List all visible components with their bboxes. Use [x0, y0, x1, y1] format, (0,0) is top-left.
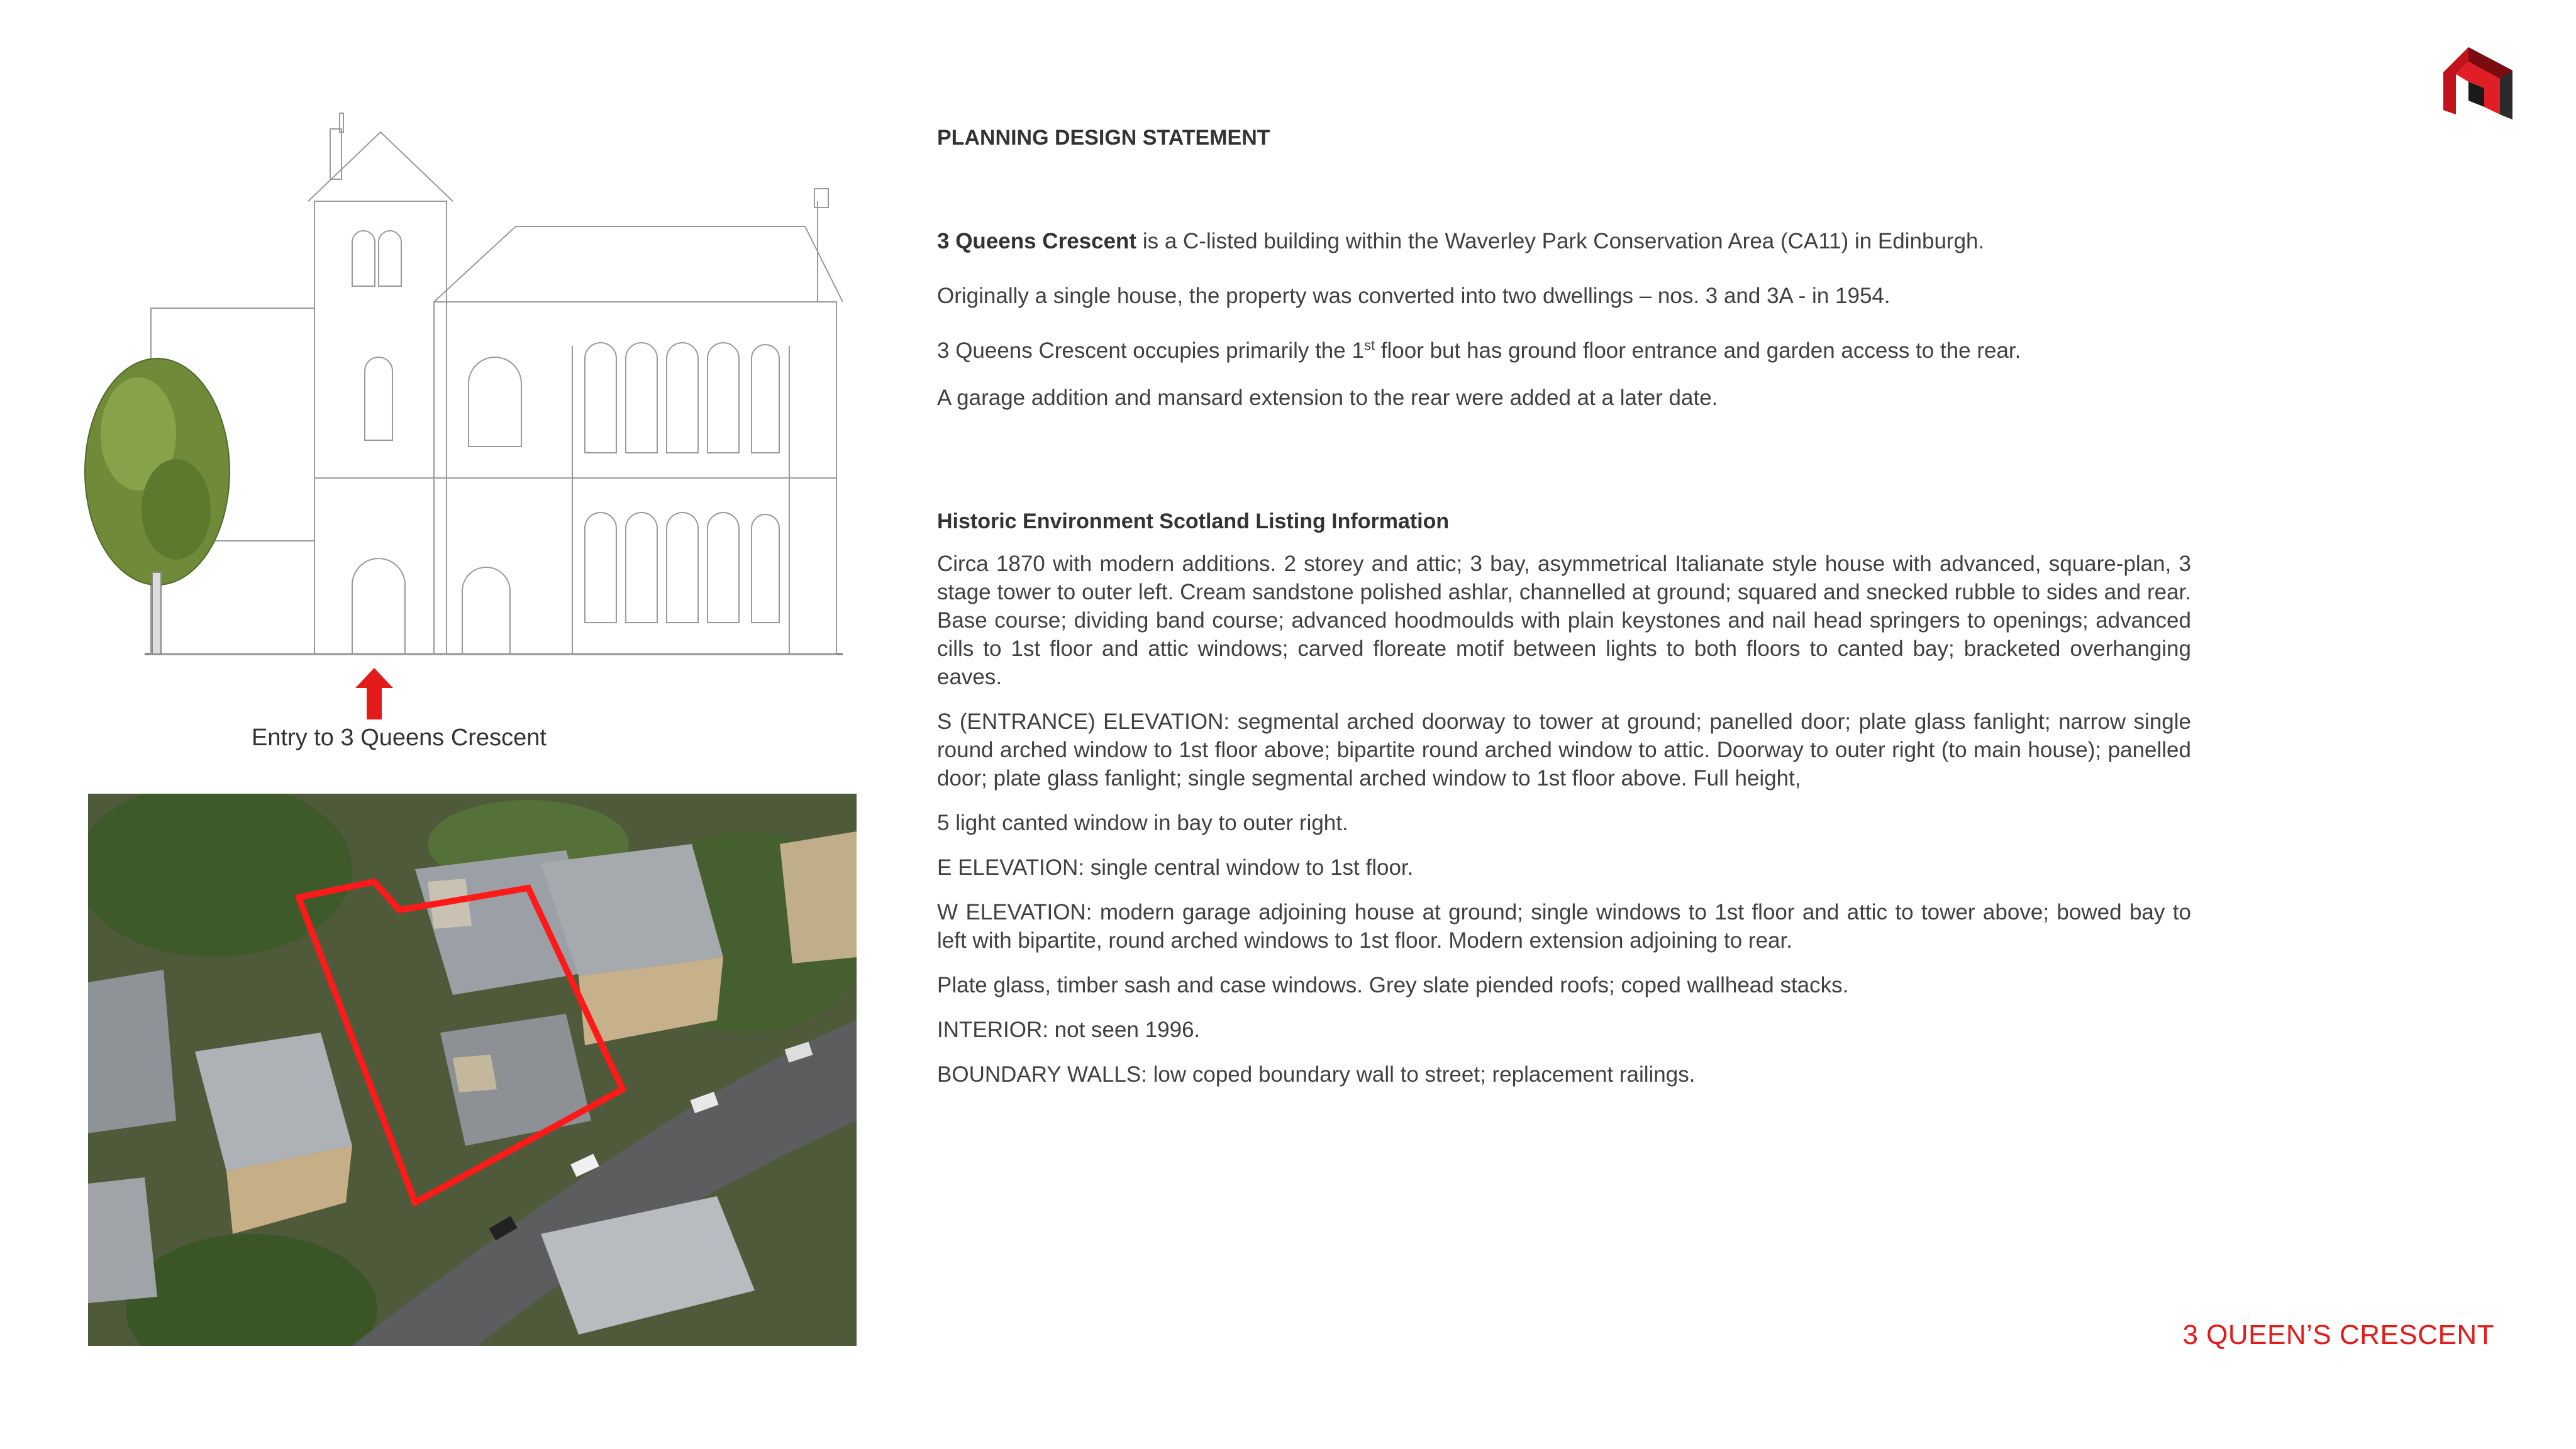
- listing-paragraph: E ELEVATION: single central window to 1st floor.: [937, 855, 1414, 880]
- footer-title: 3 QUEEN’S CRESCENT: [2182, 1319, 2494, 1350]
- aerial-site-photo: [88, 794, 857, 1346]
- listing-body: [937, 550, 2191, 1089]
- house-logo-icon: [2440, 44, 2519, 123]
- listing-heading: Historic Environment Scotland Listing Information: [937, 509, 1450, 533]
- building-elevation-drawing: [82, 107, 849, 660]
- listing-paragraph: Circa 1870 with modern additions. 2 storey and attic; 3 bay, asymmetrical Italianate style house with advanced, square-plan, 3 stage tower to outer left. Cream sandstone polished ashlar, channelled at ground; squared and snecked rubble to sides and rear. Base course; dividing band course; advanced hoodmoulds with plain keystones and nail head springers to openings; advanced cills to 1st floor and attic windows; carved floreate motif between lights to both floors to canted bay; bracketed overhanging eaves.: [937, 552, 2191, 689]
- statement-heading: PLANNING DESIGN STATEMENT: [937, 126, 1270, 150]
- intro-bold-name: 3 Queens Crescent: [937, 229, 1137, 253]
- listing-paragraph: BOUNDARY WALLS: low coped boundary wall to street; replacement railings.: [937, 1062, 1696, 1087]
- p3-part-a: 3 Queens Crescent occupies primarily the 1: [937, 338, 1364, 363]
- statement-p3: [937, 336, 2191, 365]
- statement-column: [937, 126, 2191, 1089]
- statement-p2: Originally a single house, the property was converted into two dwellings – nos. 3 and 3A - in 1954.: [937, 284, 1890, 308]
- p3-part-b: floor but has ground floor entrance and garden access to the rear.: [1375, 338, 2021, 363]
- entry-arrow-icon: [355, 668, 393, 719]
- listing-paragraph: 5 light canted window in bay to outer right.: [937, 811, 1348, 835]
- p3-superscript: st: [1363, 337, 1375, 353]
- listing-paragraph: W ELEVATION: modern garage adjoining house at ground; single windows to 1st floor and attic to tower above; bowed bay to left with bipartite, round arched windows to 1st floor. Modern extension adjoining to rear.: [937, 900, 2191, 953]
- statement-intro: [937, 227, 2191, 255]
- intro-rest: is a C-listed building within the Waverley Park Conservation Area (CA11) in Edinburgh.: [1136, 229, 1985, 253]
- listing-paragraph: Plate glass, timber sash and case windows. Grey slate piended roofs; coped wallhead stacks.: [937, 973, 1849, 997]
- statement-p4: A garage addition and mansard extension to the rear were added at a later date.: [937, 386, 1718, 410]
- entry-caption: Entry to 3 Queens Crescent: [252, 724, 547, 751]
- listing-paragraph: S (ENTRANCE) ELEVATION: segmental arched doorway to tower at ground; panelled door; plate glass fanlight; narrow single round arched window to 1st floor above; bipartite round arched window to attic. Doorway to outer right (to main house); panelled door; plate glass fanlight; single segmental arched window to 1st floor above. Full height,: [937, 709, 2191, 791]
- listing-paragraph: INTERIOR: not seen 1996.: [937, 1018, 1201, 1042]
